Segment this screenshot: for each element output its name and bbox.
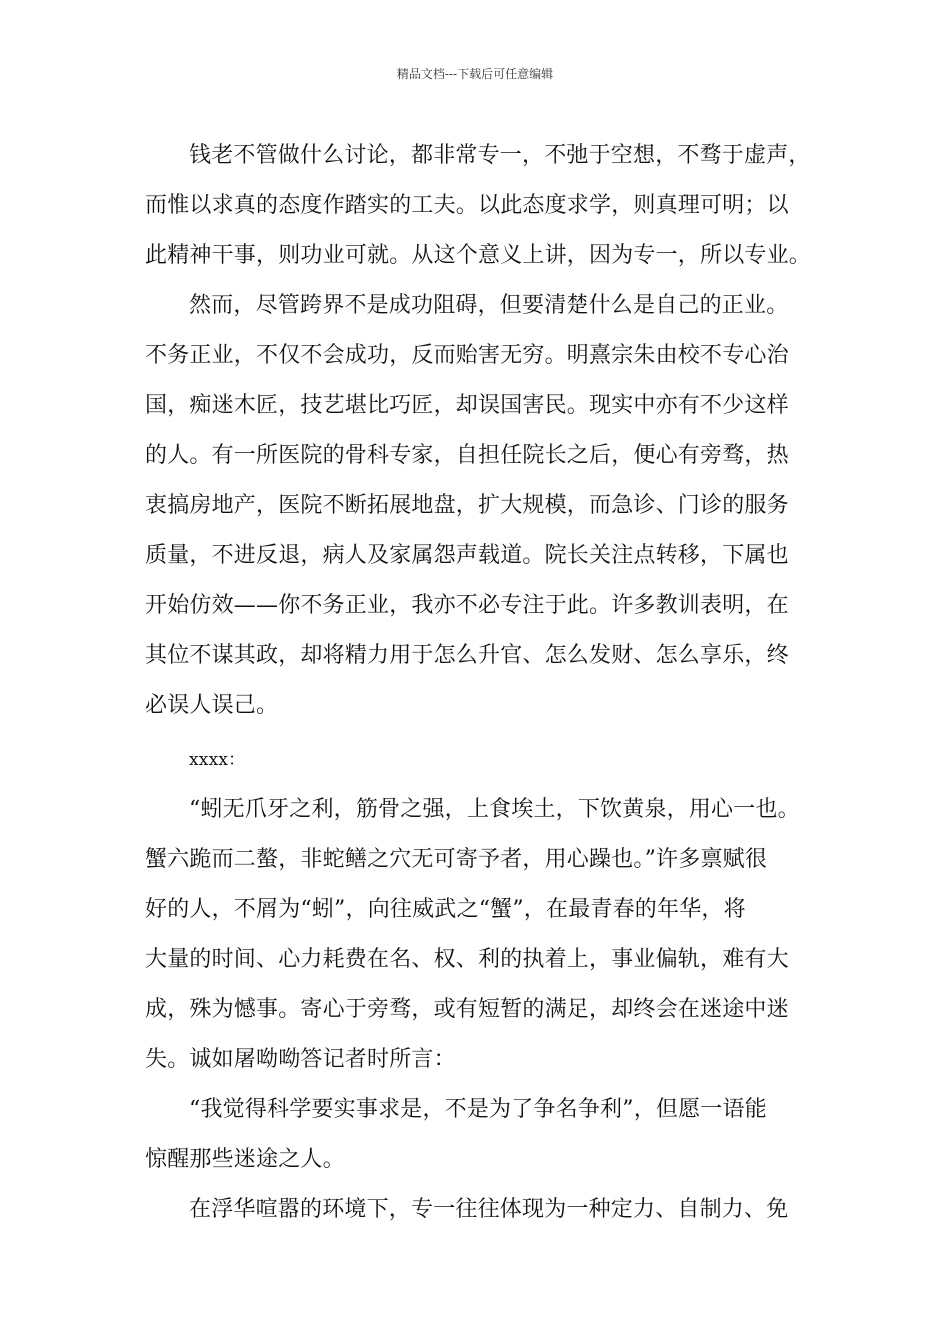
paragraph-line: 蟹六跪而二螯，非蛇鳝之穴无可寄予者，用心躁也。”许多禀赋很 [145, 847, 768, 872]
paragraph-line: 然而，尽管跨界不是成功阻碍，但要清楚什么是自己的正业。 [189, 293, 789, 318]
paragraph-line: 此精神干事，则功业可就。从这个意义上讲，因为专一，所以专业。 [145, 243, 812, 268]
paragraph-line: 成，殊为憾事。寄心于旁骛，或有短暂的满足，却终会在迷途中迷 [145, 997, 789, 1022]
paragraph-line: 国，痴迷木匠，技艺堪比巧匠，却误国害民。现实中亦有不少这样 [145, 393, 789, 418]
paragraph-line: 质量，不进反退，病人及家属怨声载道。院长关注点转移，下属也 [145, 543, 789, 568]
paragraph-line: 不务正业，不仅不会成功，反而贻害无穷。明熹宗朱由校不专心治 [145, 343, 789, 368]
paragraph-line: 惊醒那些迷途之人。 [145, 1147, 345, 1172]
paragraph-line: 开始仿效——你不务正业，我亦不必专注于此。许多教训表明，在 [145, 593, 789, 618]
paragraph-line: 钱老不管做什么讨论，都非常专一，不弛于空想，不骛于虚声， [189, 143, 811, 168]
paragraph-line: 其位不谋其政，却将精力用于怎么升官、怎么发财、怎么享乐，终 [145, 643, 789, 668]
paragraph-line: “蚓无爪牙之利，筋骨之强，上食埃土，下饮黄泉，用心一也。 [189, 797, 800, 822]
paragraph-line: 失。诚如屠呦呦答记者时所言： [145, 1047, 456, 1072]
page-header: 精品文档---下载后可任意编辑 [396, 67, 554, 81]
section-label: xxxx： [189, 750, 246, 770]
paragraph-line: 必误人误己。 [145, 693, 279, 718]
paragraph-line: 衷搞房地产，医院不断拓展地盘，扩大规模，而急诊、门诊的服务 [145, 493, 789, 518]
paragraph-line: 而惟以求真的态度作踏实的工夫。以此态度求学，则真理可明；以 [145, 193, 789, 218]
paragraph-line: 的人。有一所医院的骨科专家，自担任院长之后，便心有旁骛，热 [145, 443, 789, 468]
paragraph-line: 在浮华喧嚣的环境下，专一往往体现为一种定力、自制力、免 [189, 1197, 789, 1222]
paragraph-line: “我觉得科学要实事求是，不是为了争名争利”，但愿一语能 [189, 1097, 767, 1122]
paragraph-line: 大量的时间、心力耗费在名、权、利的执着上，事业偏轨，难有大 [145, 947, 789, 972]
document-body [145, 131, 837, 1235]
paragraph-line: 好的人，不屑为“蚓”，向往威武之“蟹”，在最青春的年华，将 [145, 897, 746, 922]
